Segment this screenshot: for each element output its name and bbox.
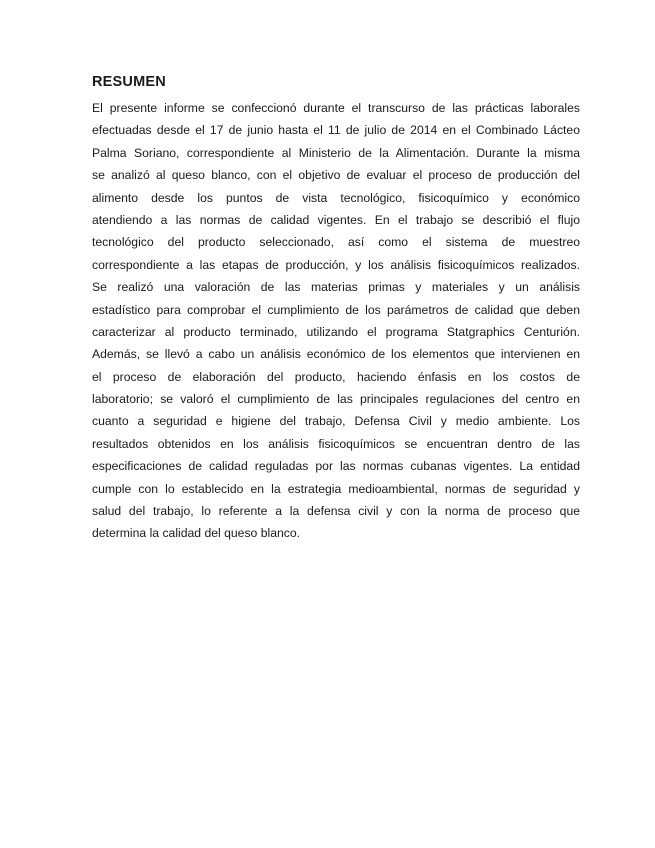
paragraph-line: el proceso de elaboración del producto, haciendo énfasis en los costos de [92, 369, 580, 384]
paragraph-line: especificaciones de calidad reguladas por las normas cubanas vigentes. La entidad [92, 459, 580, 474]
paragraph-line: estadístico para comprobar el cumplimiento de los parámetros de calidad que deben [92, 302, 580, 317]
abstract-paragraph [92, 97, 580, 545]
paragraph-line: efectuadas desde el 17 de junio hasta el 11 de julio de 2014 en el Combinado Lácteo [92, 123, 580, 138]
paragraph-line: laboratorio; se valoró el cumplimiento de las principales regulaciones del centro en [92, 392, 580, 407]
paragraph-line: salud del trabajo, lo referente a la defensa civil y con la norma de proceso que [92, 504, 580, 519]
paragraph-line: cuanto a seguridad e higiene del trabajo, Defensa Civil y medio ambiente. Los [92, 414, 580, 429]
paragraph-line: tecnológico del producto seleccionado, así como el sistema de muestreo [92, 235, 580, 250]
paragraph-line: Palma Soriano, correspondiente al Ministerio de la Alimentación. Durante la misma [92, 145, 580, 160]
paragraph-line: correspondiente a las etapas de producción, y los análisis fisicoquímicos realizados. [92, 257, 580, 272]
paragraph-line: El presente informe se confeccionó durante el transcurso de las prácticas laborales [92, 101, 580, 115]
paragraph-line: Además, se llevó a cabo un análisis económico de los elementos que intervienen en [92, 347, 580, 362]
paragraph-line: determina la calidad del queso blanco. [92, 526, 301, 541]
paragraph-line: caracterizar al producto terminado, utilizando el programa Statgraphics Centurión. [92, 324, 580, 339]
paragraph-line: se analizó al queso blanco, con el objetivo de evaluar el proceso de producción del [92, 168, 580, 183]
paragraph-line: alimento desde los puntos de vista tecnológico, fisicoquímico y económico [92, 190, 580, 205]
paragraph-line: resultados obtenidos en los análisis fisicoquímicos se encuentran dentro de las [92, 436, 580, 451]
paragraph-line: cumple con lo establecido en la estrategia medioambiental, normas de seguridad y [92, 481, 580, 496]
section-heading: RESUMEN [92, 74, 166, 90]
paragraph-line: Se realizó una valoración de las materias primas y materiales y un análisis [92, 280, 580, 295]
paragraph-line: atendiendo a las normas de calidad vigentes. En el trabajo se describió el flujo [92, 212, 580, 227]
